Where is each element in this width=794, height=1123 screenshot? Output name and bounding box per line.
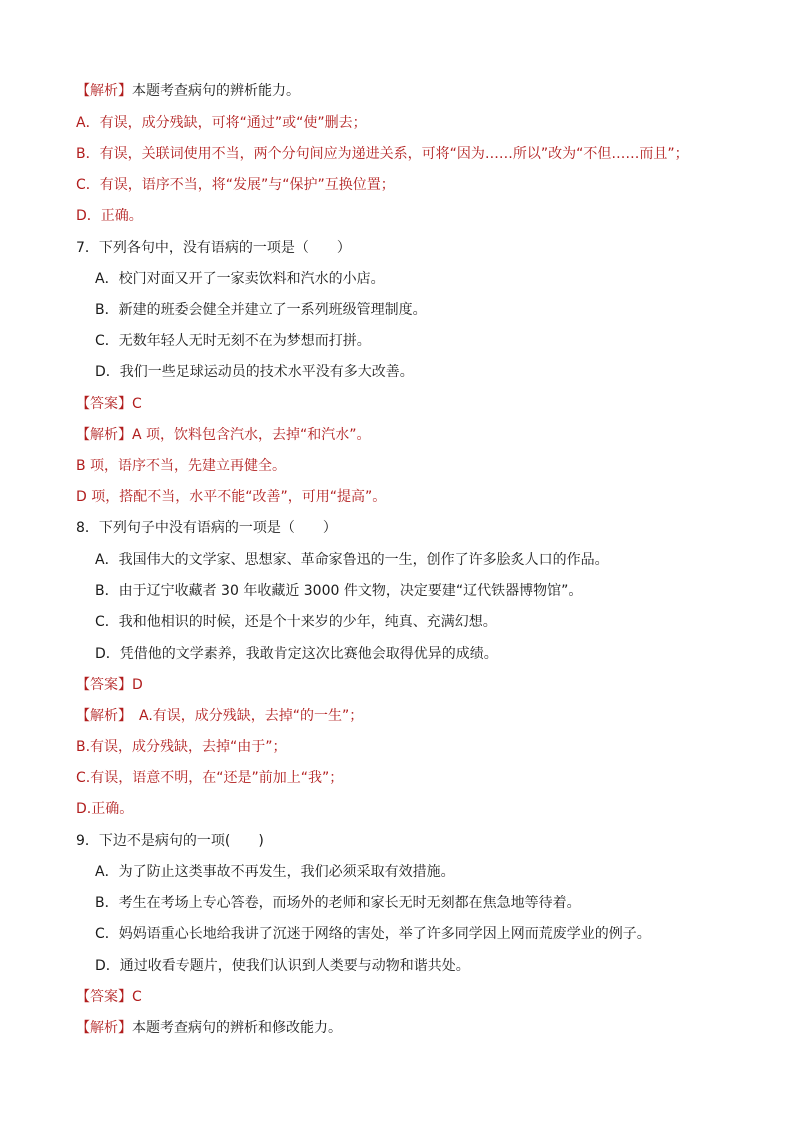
question-9-analysis	[76, 1019, 342, 1037]
question-8-option-a: A．我国伟大的文学家、思想家、革命家鲁迅的一生，创作了许多脍炙人口的作品。	[95, 552, 609, 568]
question-8-stem: 8．下列句子中没有语病的一项是（ ）	[76, 520, 337, 536]
analysis-text: 本题考查病句的辨析能力。	[132, 83, 300, 99]
question-7-stem: 7．下列各句中，没有语病的一项是（ ）	[76, 240, 351, 256]
question-7-analysis-2: B 项，语序不当，先建立再健全。	[76, 458, 287, 474]
question-8-option-b: B．由于辽宁收藏者 30 年收藏近 3000 件文物，决定要建“辽代铁器博物馆”。	[95, 583, 583, 599]
question-7-option-c: C．无数年轻人无时无刻不在为梦想而打拼。	[95, 333, 371, 349]
question-7-analysis-3: D 项，搭配不当，水平不能“改善”，可用“提高”。	[76, 489, 387, 505]
analysis-option-c: C．有误，语序不当，将“发展”与“保护”互换位置；	[76, 177, 395, 193]
question-8-option-d: D．凭借他的文学素养，我敢肯定这次比赛他会取得优异的成绩。	[95, 646, 498, 662]
analysis-tag: 【解析】	[76, 1020, 132, 1036]
question-9-option-c: C．妈妈语重心长地给我讲了沉迷于网络的害处，举了许多同学因上网而荒废学业的例子。	[95, 926, 651, 942]
question-8-analysis-1: 【解析】 A.有误，成分残缺，去掉“的一生”；	[76, 708, 364, 724]
analysis-option-d: D．正确。	[76, 208, 143, 224]
analysis-tag: 【解析】	[76, 83, 132, 99]
question-7-option-b: B．新建的班委会健全并建立了一系列班级管理制度。	[95, 302, 427, 318]
analysis-text: 本题考查病句的辨析和修改能力。	[132, 1020, 342, 1036]
question-7-option-d: D．我们一些足球运动员的技术水平没有多大改善。	[95, 364, 414, 380]
question-9-answer: 【答案】C	[76, 989, 142, 1005]
question-9-option-d: D．通过收看专题片，使我们认识到人类要与动物和谐共处。	[95, 958, 470, 974]
question-7-analysis-1: 【解析】A 项，饮料包含汽水，去掉“和汽水”。	[76, 427, 371, 443]
question-9-option-a: A．为了防止这类事故不再发生，我们必须采取有效措施。	[95, 864, 455, 880]
analysis-option-b: B．有误，关联词使用不当，两个分句间应为递进关系，可将“因为……所以”改为“不但……而且”；	[76, 146, 689, 162]
analysis-line	[76, 82, 300, 100]
question-9-stem: 9．下边不是病句的一项( )	[76, 833, 264, 849]
analysis-option-a: A．有误，成分残缺，可将“通过”或“使”删去；	[76, 115, 367, 131]
question-9-option-b: B．考生在考场上专心答卷，而场外的老师和家长无时无刻都在焦急地等待着。	[95, 895, 581, 911]
question-8-analysis-2: B.有误，成分残缺，去掉“由于”；	[76, 739, 287, 755]
question-8-analysis-4: D.正确。	[76, 801, 134, 817]
question-7-answer: 【答案】C	[76, 396, 142, 412]
question-7-option-a: A．校门对面又开了一家卖饮料和汽水的小店。	[95, 271, 385, 287]
question-8-answer: 【答案】D	[76, 677, 143, 693]
question-8-analysis-3: C.有误，语意不明，在“还是”前加上“我”；	[76, 770, 344, 786]
question-8-option-c: C．我和他相识的时候，还是个十来岁的少年，纯真、充满幻想。	[95, 614, 497, 630]
